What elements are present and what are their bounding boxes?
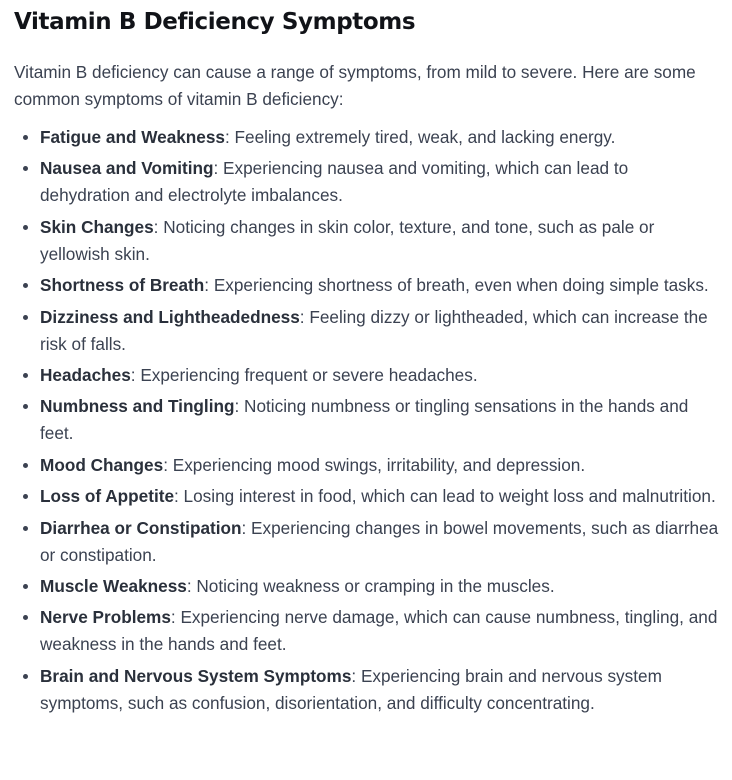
list-item	[14, 515, 722, 569]
bullet-icon	[23, 373, 28, 378]
symptom-term: Shortness of Breath	[40, 275, 205, 296]
intro-paragraph: Vitamin B deficiency can cause a range of symptoms, from mild to severe. Here are some common symptoms of vitamin B deficiency:	[14, 62, 696, 109]
symptom-term: Headaches	[40, 364, 131, 385]
list-item	[14, 573, 722, 600]
bullet-icon	[23, 135, 28, 140]
bullet-icon	[23, 315, 28, 320]
list-item	[14, 124, 722, 151]
symptom-list	[14, 124, 722, 717]
list-item	[14, 663, 722, 717]
list-item	[14, 155, 722, 209]
symptom-description: : Noticing changes in skin color, texture, and tone, such as pale or yellowish skin.	[40, 216, 655, 264]
symptom-term: Fatigue and Weakness	[40, 127, 225, 147]
symptom-description: : Feeling extremely tired, weak, and lacking energy.	[224, 127, 616, 147]
symptom-description: : Noticing weakness or cramping in the muscles.	[186, 575, 555, 596]
symptom-description: : Experiencing nausea and vomiting, which can lead to dehydration and electrolyte imbalances.	[40, 158, 629, 206]
symptom-description: : Experiencing frequent or severe headaches.	[130, 364, 478, 385]
bullet-icon	[23, 584, 28, 589]
symptom-term: Dizziness and Lightheadedness	[40, 306, 300, 327]
list-item	[14, 604, 722, 658]
symptom-term: Skin Changes	[40, 216, 154, 237]
symptom-term: Nerve Problems	[40, 607, 171, 628]
symptom-description: : Experiencing brain and nervous system symptoms, such as confusion, disorientation, and difficulty concentrating.	[40, 665, 662, 713]
bullet-icon	[23, 615, 28, 620]
symptom-term: Numbness and Tingling	[40, 396, 235, 417]
list-item	[14, 362, 722, 389]
symptom-term: Loss of Appetite	[40, 486, 174, 507]
symptom-term: Brain and Nervous System Symptoms	[40, 665, 352, 686]
page-title: Vitamin B Deficiency Symptoms	[14, 9, 416, 35]
bullet-icon	[23, 494, 28, 499]
list-item	[14, 304, 722, 358]
bullet-icon	[23, 674, 28, 679]
symptom-term: Nausea and Vomiting	[40, 158, 214, 179]
list-item	[14, 393, 722, 447]
symptom-description: : Experiencing changes in bowel movements, such as diarrhea or constipation.	[40, 517, 719, 565]
list-item	[14, 272, 722, 299]
bullet-icon	[23, 526, 28, 531]
bullet-icon	[23, 166, 28, 171]
symptom-description: : Noticing numbness or tingling sensations in the hands and feet.	[40, 396, 689, 444]
list-item	[14, 483, 722, 510]
bullet-icon	[23, 404, 28, 409]
symptom-description: : Losing interest in food, which can lead to weight loss and malnutrition.	[174, 486, 716, 507]
symptom-description: : Experiencing mood swings, irritability, and depression.	[163, 454, 586, 475]
symptom-term: Diarrhea or Constipation	[40, 517, 242, 538]
bullet-icon	[23, 283, 28, 288]
symptom-description: : Experiencing nerve damage, which can cause numbness, tingling, and weakness in the hands and feet.	[40, 607, 718, 655]
list-item	[14, 214, 722, 268]
symptom-description: : Feeling dizzy or lightheaded, which can increase the risk of falls.	[40, 306, 708, 354]
bullet-icon	[23, 463, 28, 468]
symptom-term: Muscle Weakness	[40, 575, 187, 596]
symptom-term: Mood Changes	[40, 454, 164, 475]
list-item	[14, 452, 722, 479]
symptom-description: : Experiencing shortness of breath, even when doing simple tasks.	[204, 275, 709, 296]
bullet-icon	[23, 225, 28, 230]
